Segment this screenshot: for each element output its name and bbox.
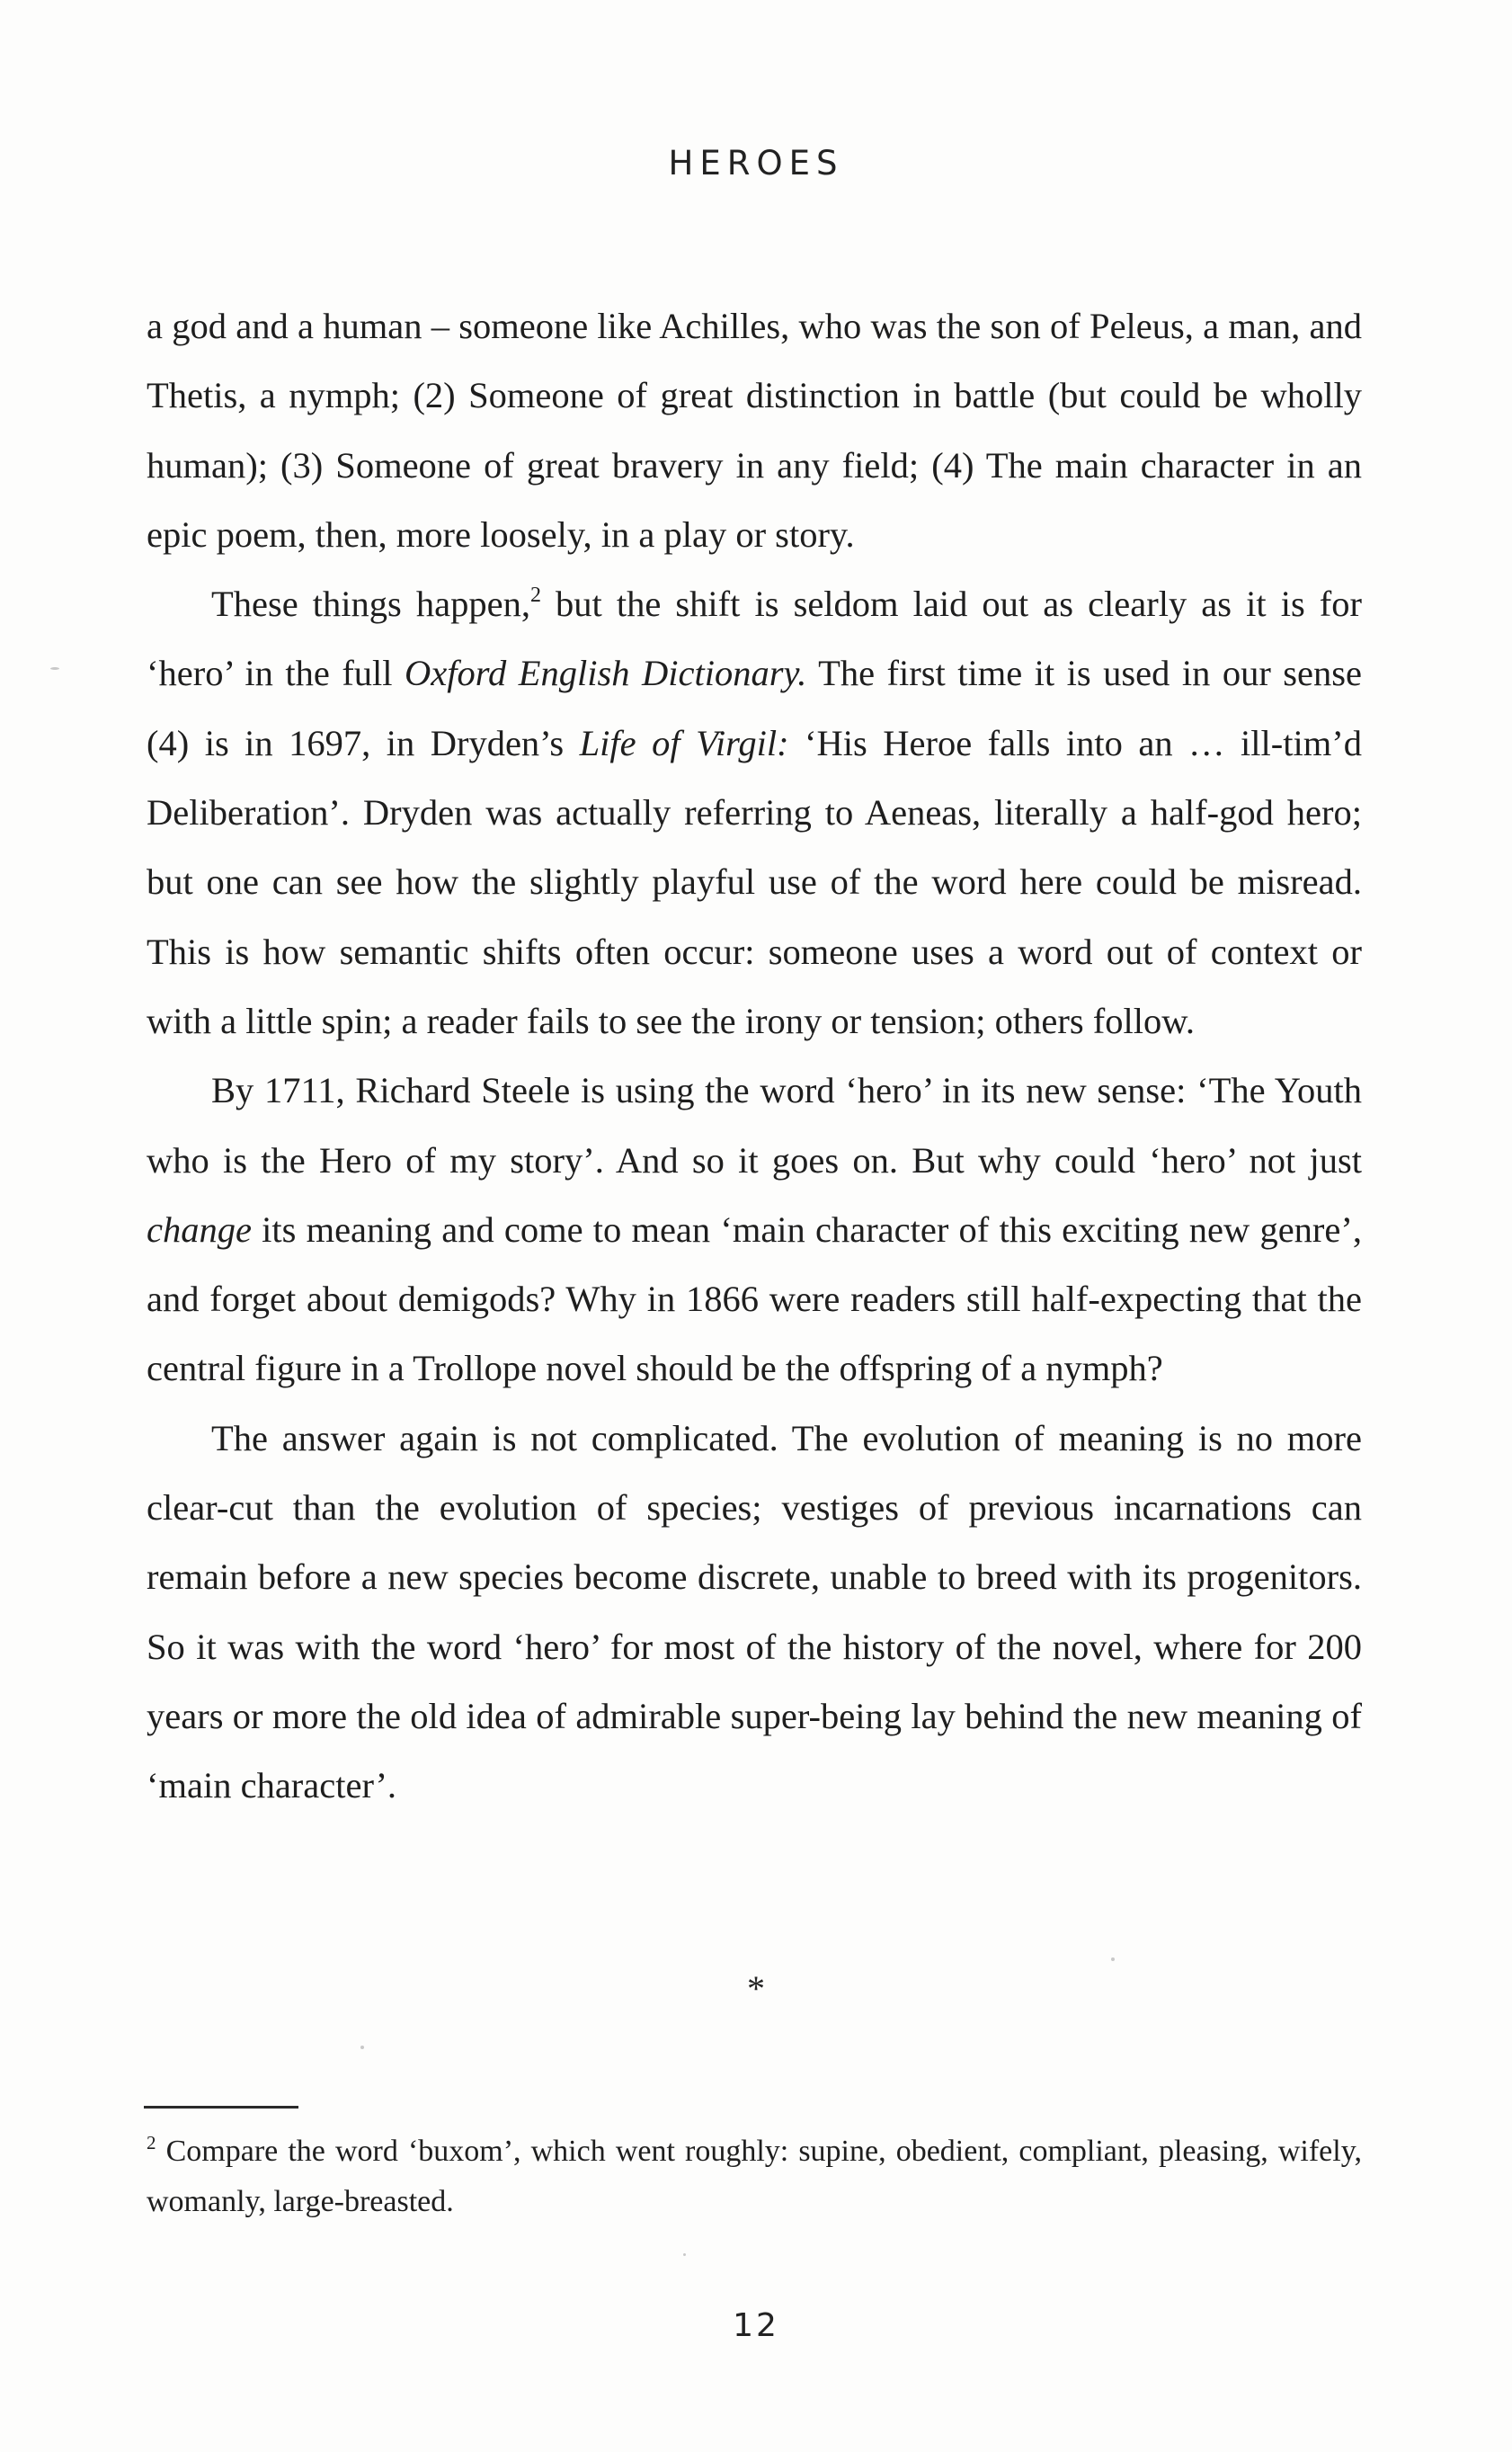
scan-speck xyxy=(683,2253,686,2256)
body-text xyxy=(147,291,1362,1821)
paragraph xyxy=(147,1404,1362,1821)
text-run: These things happen, xyxy=(211,584,530,625)
italic-phrase: Oxford English Dictionary. xyxy=(405,653,807,694)
running-head: HEROES xyxy=(668,144,844,183)
page-number: 12 xyxy=(733,2307,779,2344)
section-break-asterisk: * xyxy=(747,1968,765,2009)
text-run: but the shift is seldom laid out as clearly as it is for ‘hero’ in the full xyxy=(147,584,1363,694)
footnote-rule xyxy=(144,2106,298,2109)
footnote-text: Compare the word ‘buxom’, which went roughly: supine, obedient, compliant, pleasing, wifely, womanly, large-breasted. xyxy=(147,2135,1362,2218)
paragraph xyxy=(147,569,1362,1056)
text-run: a god and a human – someone like Achilles, who was the son of Peleus, a man, and Thetis, a nymph; (2) Someone of great distinction in battle (but could be wholly human); (3) Someone of great bravery in any field; (4) The main character in an epic poem, then, more loosely, in a play or story. xyxy=(147,306,1362,555)
footnote-reference: 2 xyxy=(529,584,541,608)
text-run: The answer again is not complicated. The evolution of meaning is no more clear-cut than the evolution of species; vestiges of previous incarnations can remain before a new species become discrete, unable to breed with its progenitors. So it was with the word ‘hero’ for most of the history of the novel, where for 200 years or more the old idea of admirable super-being lay behind the new meaning of ‘main character’. xyxy=(147,1417,1362,1806)
italic-phrase: change xyxy=(147,1208,252,1250)
scan-speck xyxy=(360,2046,364,2049)
paragraph xyxy=(147,291,1362,569)
footnote xyxy=(147,2127,1362,2227)
paragraph xyxy=(147,1056,1362,1403)
text-run: ‘His Heroe falls into an … ill-tim’d Deliberation’. Dryden was actually referring to Aeneas, literally a half-god hero; but one can see how the slightly playful use of the word here could be misread. This is how semantic shifts often occur: someone uses a word out of context or with a little spin; a reader fails to see the irony or tension; others follow. xyxy=(147,722,1362,1041)
text-run: its meaning and come to mean ‘main character of this exciting new genre’, and forget about demigods? Why in 1866 were readers still half-expecting that the central figure in a Trollope novel should be the offspring of a nymph? xyxy=(147,1208,1362,1389)
scan-speck xyxy=(50,667,59,670)
text-run: The first time it is used in our sense (4) is in 1697, in Dryden’s xyxy=(147,653,1363,763)
text-run: By 1711, Richard Steele is using the word ‘hero’ in its new sense: ‘The Youth who is the Hero of my story’. And so it goes on. But why could ‘hero’ not just xyxy=(147,1070,1362,1181)
footnote-marker: 2 xyxy=(147,2132,156,2153)
italic-phrase: Life of Virgil: xyxy=(579,722,789,763)
scan-speck xyxy=(1111,1957,1115,1961)
